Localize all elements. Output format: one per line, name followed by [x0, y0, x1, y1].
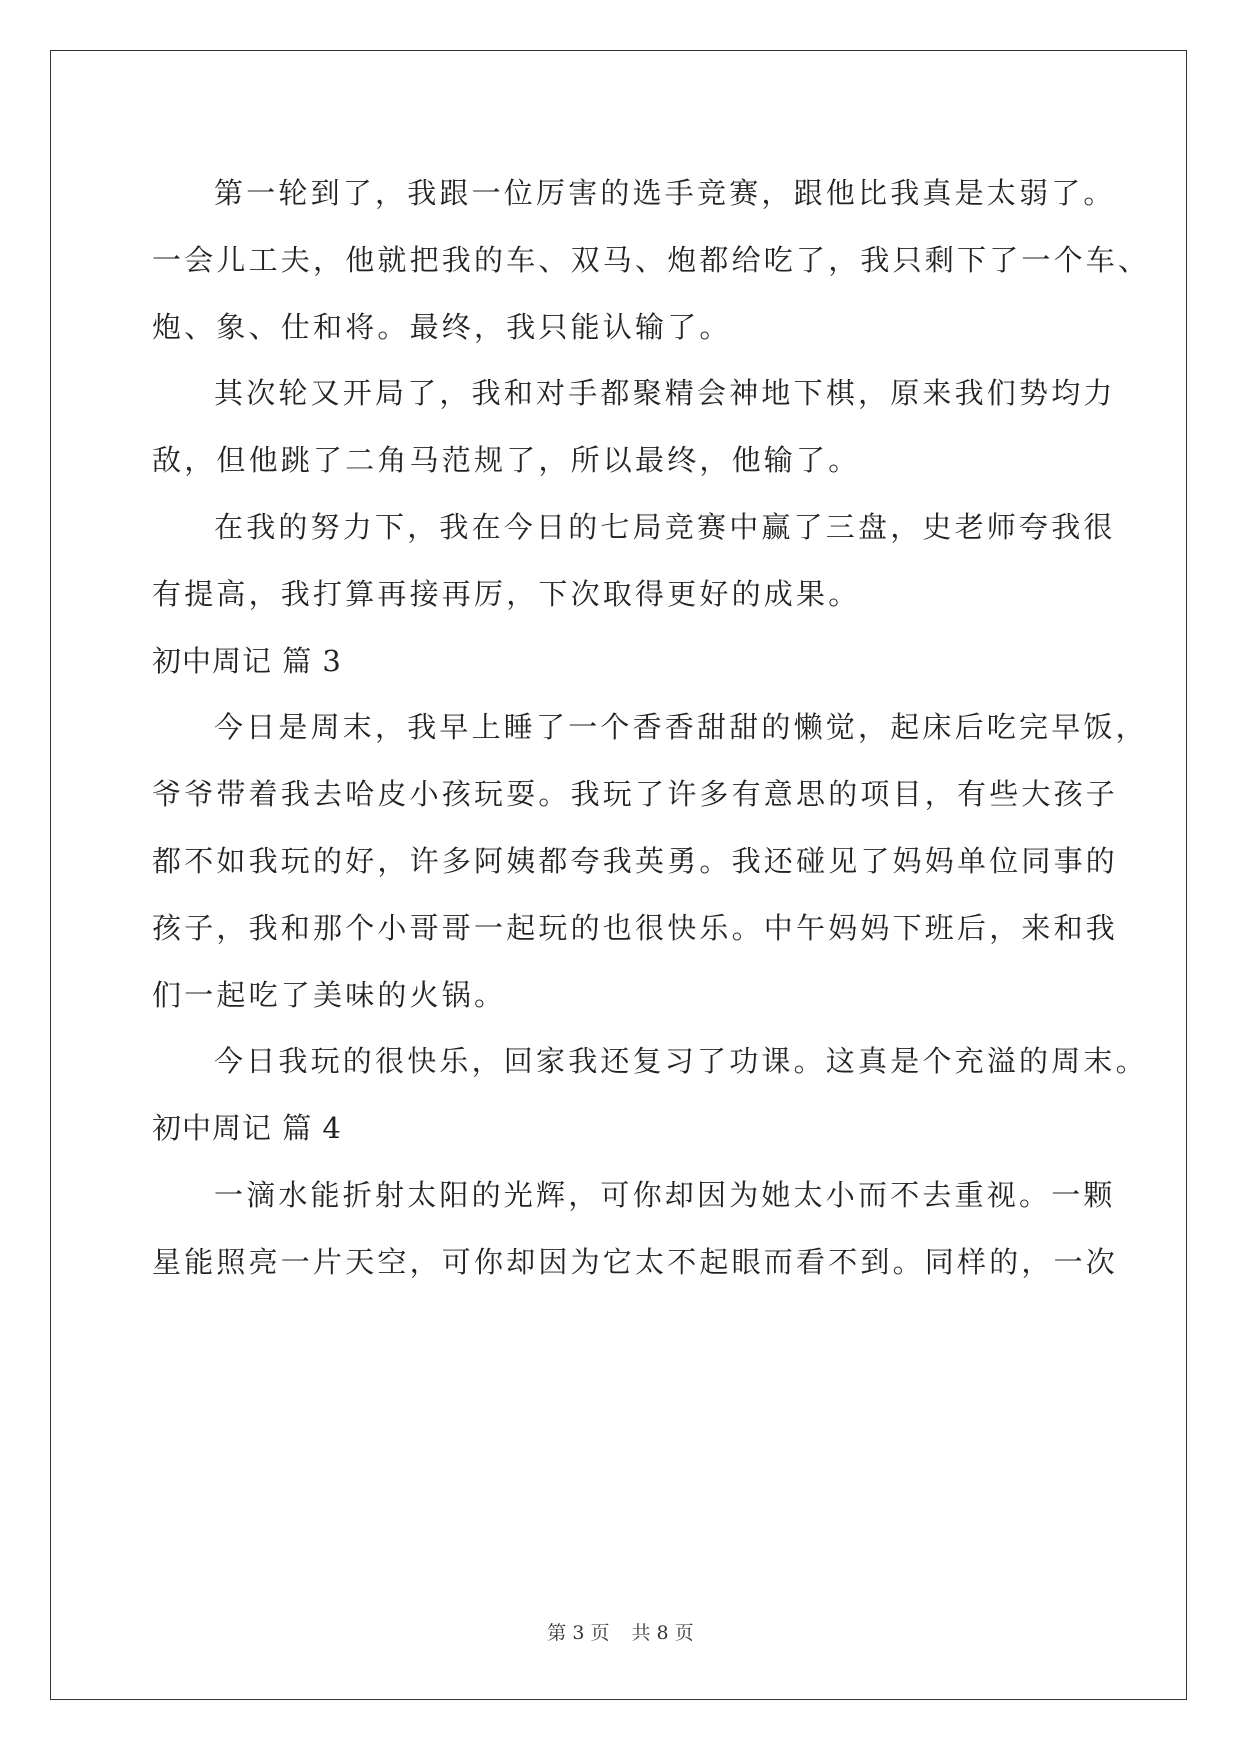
paragraph-line: 今日是周末，我早上睡了一个香香甜甜的懒觉，起床后吃完早饭，: [214, 710, 1148, 745]
paragraph-line: 其次轮又开局了，我和对手都聚精会神地下棋，原来我们势均力: [214, 376, 1116, 411]
paragraph-line: 今日我玩的很快乐，回家我还复习了功课。这真是个充溢的周末。: [214, 1044, 1148, 1079]
page-footer: [0, 1618, 1241, 1645]
document-body: [152, 160, 1151, 1296]
paragraph-line: 一滴水能折射太阳的光辉，可你却因为她太小而不去重视。一颗: [214, 1177, 1116, 1212]
paragraph-line: 有提高，我打算再接再厉，下次取得更好的成果。: [152, 576, 861, 611]
paragraph-line: 星能照亮一片天空，可你却因为它太不起眼而看不到。同样的，一次: [152, 1244, 1119, 1279]
page-number-current: 第 3 页: [547, 1622, 610, 1644]
paragraph-line: 爷爷带着我去哈皮小孩玩耍。我玩了许多有意思的项目，有些大孩子: [152, 777, 1119, 812]
paragraph-line: 敌，但他跳了二角马范规了，所以最终，他输了。: [152, 443, 861, 478]
page-number-total: 共 8 页: [631, 1622, 694, 1644]
paragraph-line: 在我的努力下，我在今日的七局竞赛中赢了三盘，史老师夸我很: [214, 509, 1116, 544]
section-heading: 初中周记 篇 3: [152, 643, 342, 678]
paragraph-line: 孩子，我和那个小哥哥一起玩的也很快乐。中午妈妈下班后，来和我: [152, 910, 1119, 945]
paragraph-line: 炮、象、仕和将。最终，我只能认输了。: [152, 309, 732, 344]
paragraph-line: 一会儿工夫，他就把我的车、双马、炮都给吃了，我只剩下了一个车、: [152, 242, 1151, 277]
section-heading: 初中周记 篇 4: [152, 1111, 342, 1146]
paragraph-line: 第一轮到了，我跟一位厉害的选手竞赛，跟他比我真是太弱了。: [214, 176, 1116, 210]
paragraph-line: 都不如我玩的好，许多阿姨都夸我英勇。我还碰见了妈妈单位同事的: [152, 843, 1119, 878]
paragraph-line: 们一起吃了美味的火锅。: [152, 977, 507, 1012]
